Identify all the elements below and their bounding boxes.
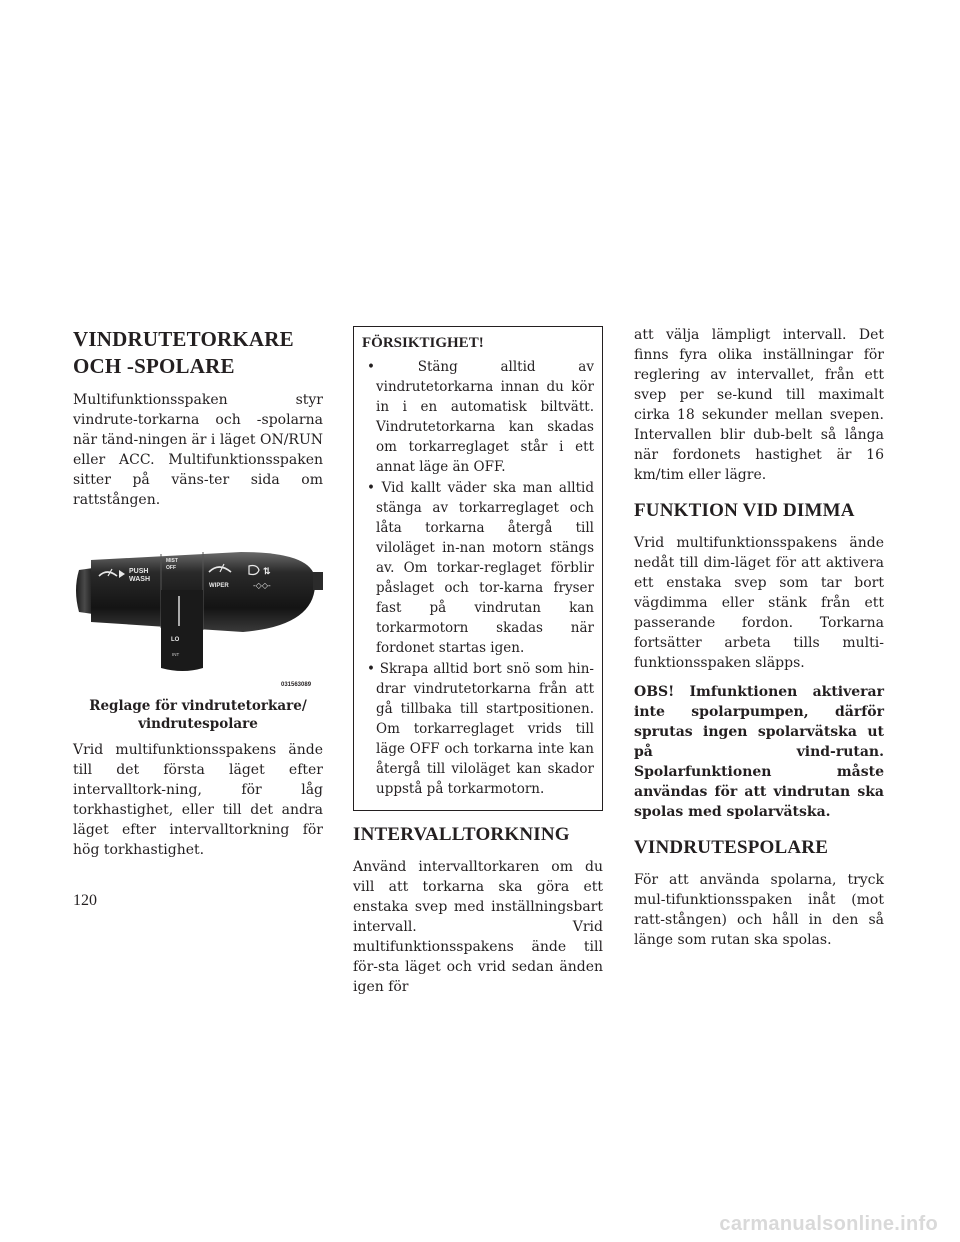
- intermittent-continued: att välja lämpligt intervall. Det finns fyra olika inställningar för reglering av intervallet, från ett svep per se-kund till maximalt cirka 18 sekunder mellan svepen. Intervallen blir dub-belt så långa när fordonets hastighet är 16 km/tim eller lägre.: [634, 327, 884, 483]
- section-heading-fog: FUNKTION VID DIMMA: [634, 500, 855, 521]
- watermark-link[interactable]: carmanualsonline.info: [719, 1213, 938, 1235]
- caution-title: FÖRSIKTIGHET!: [362, 335, 484, 351]
- column-middle: [353, 326, 603, 997]
- caution-list: [362, 357, 594, 799]
- heading-line-2: OCH -SPOLARE: [73, 354, 235, 378]
- section-heading-wipers: [73, 326, 323, 380]
- caution-item: • Vid kallt väder ska man alltid stänga av torkarreglaget och låta torkarna återgå till viloläget in-nan motorn stängs av. Om torkar-reglaget förblir påslaget och tor-karna fryser fast på vindrutan kan torkarmotorn skadas när fordonet startas igen.: [362, 478, 594, 658]
- caution-item: • Skrapa alltid bort snö som hin-drar vindrutetorkarna från att gå tillbaka till startpositionen. Om torkarreglaget vrids till läge OFF och torkarna inte kan återgå till viloläget kan skador uppstå på torkarmotorn.: [362, 659, 594, 799]
- off-label: OFF: [166, 565, 176, 571]
- washer-paragraph: För att använda spolarna, tryck mul-tifunktionsspaken inåt (mot ratt-stången) och håll in den så länge som rutan ska spolas.: [634, 872, 884, 948]
- caution-box: [353, 326, 603, 811]
- int-label: INT: [172, 652, 180, 657]
- mist-label: MIST: [166, 558, 178, 564]
- caption-line-2: vindrutespolare: [138, 716, 258, 732]
- column-right: [634, 327, 884, 950]
- wiper-label: WIPER: [209, 583, 229, 589]
- figure-caption: [73, 697, 323, 733]
- park-lamp-icon: -◇◇-: [253, 581, 271, 590]
- page-number: 120: [73, 892, 97, 909]
- figure-code: 031563089: [281, 682, 312, 688]
- push-label: PUSH: [129, 568, 149, 575]
- fog-paragraph: Vrid multifunktionsspakens ände nedåt till dim-läget för att aktivera ett enstaka svep som tar bort vägdimma eller stänk från ett passerande fordon. Torkarna fortsätter arbeta tills multi-funktionsspaken släpps.: [634, 535, 884, 671]
- speed-paragraph: Vrid multifunktionsspakens ände till det första läget efter intervalltork-ning, för låg torkhastighet, eller till det andra läget efter intervalltorkning för hög torkhastighet.: [73, 742, 323, 858]
- section-heading-intermittent: INTERVALLTORKNING: [353, 824, 570, 845]
- wiper-stalk-illustration: [73, 530, 323, 690]
- wiper-stalk-figure: [73, 530, 323, 690]
- note-paragraph: OBS! Imfunktionen aktiverar inte spolarpumpen, därför sprutas ingen spolarvätska ut på vind-rutan. Spolarfunktionen måste användas för att vindrutan ska spolas med spolarvätska.: [634, 684, 884, 820]
- caption-line-1: Reglage för vindrutetorkare/: [89, 698, 307, 714]
- beam-arrows-icon: ⇅: [263, 566, 271, 576]
- lo-label: LO: [171, 637, 180, 643]
- column-left: [73, 326, 323, 860]
- section-heading-washer: VINDRUTESPOLARE: [634, 837, 829, 858]
- heading-line-1: VINDRUTETORKARE: [73, 327, 294, 351]
- intermittent-paragraph: Använd intervalltorkaren om du vill att torkarna ska göra ett enstaka svep med inställningsbart intervall. Vrid multifunktionsspakens ände till för-sta läget och vrid sedan änden igen för: [353, 859, 603, 995]
- wash-label: WASH: [129, 576, 150, 583]
- intro-paragraph: Multifunktionsspaken styr vindrute-torkarna och -spolarna när tänd-ningen är i läget ON/RUN eller ACC. Multifunktionsspaken sitter på väns-ter sida om rattstången.: [73, 392, 324, 508]
- caution-item: • Stäng alltid av vindrutetorkarna innan du kör in i en automatisk biltvätt. Vindrutetorkarna kan skadas om torkarreglaget står i ett annat läge än OFF.: [362, 357, 594, 477]
